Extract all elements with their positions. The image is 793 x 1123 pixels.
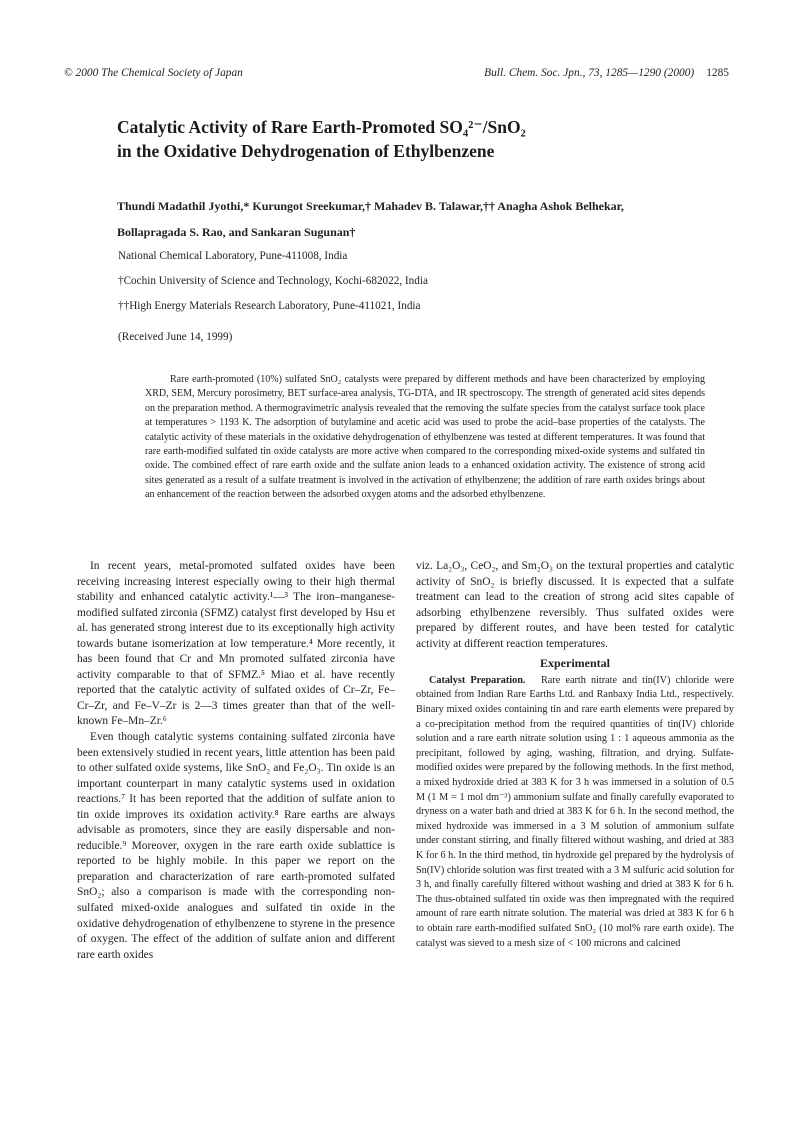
left-column [77,559,395,963]
authors-line-1: Thundi Madathil Jyothi,* Kurungot Sreekumar,† Mahadev B. Talawar,†† Anagha Ashok Belhekar, [117,199,624,213]
intro-paragraph-3: viz. La₂O₃, CeO₂, and Sm₂O₃ on the textural properties and catalytic activity of SnO₂ is briefly discussed. It is expected that a sulfate treatment can lead to the creation of strong acid sites capable of adsorbing ethylbenzene reversibly. Thus sulfated oxides were prepared by different routes, and have been tested for catalytic activity at different reaction temperatures. [416,560,734,650]
intro-paragraph-1: In recent years, metal-promoted sulfated oxides have been receiving increasing interest especially owing to their high thermal stability and enhanced catalytic activity.¹—³ The iron–manganese-modified sulfated zirconia (SFMZ) catalyst first developed by Hsu et al. has generated strong interest due to its exceptionally high activity towards butane isomerization at low temperature.⁴ More recently, it has been found that Cr and Mn promoted sulfated zirconia have activity comparable to that of SFMZ.⁵ Miao et al. have recently reported that the catalytic activity of sulfated oxides of Cr–Zr, Fe–Cr–Zr, and Fe–V–Zr is 2—3 times greater than that of the well-known Fe–Mn–Zr.⁶ [77,560,395,728]
abstract [145,373,705,503]
page-number: 1285 [706,67,729,79]
catalyst-preparation-text: Rare earth nitrate and tin(IV) chloride were obtained from Indian Rare Earths Ltd. and Ranbaxy India Ltd., respectively. Binary mixed oxides containing tin and rare earth elements were prepared by a co-precipitation method from the required quantities of tin(IV) chloride solution and a rare earth nitrate solution using 1 : 1 aqueous ammonia as the precipitant, followed by aging, washing, filtration, and drying. Sulfate-modified oxides were prepared by the following methods. In the first method, a mixed hydroxide dried at 383 K for 3 h was immersed in a solution of 0.5 M (1 M = 1 mol dm⁻³) ammonium sulfate and finally carefully evaporated to dryness on a water bath and dried at 383 K for 6 h. In the second method, the mixed hydroxide was immersed in a 3 M solution of ammonium sulfate under constant stirring, and finally filtered without washing, and dried at 383 K for 6 h. In the third method, tin hydroxide gel prepared by the hydrolysis of Sn(IV) chloride solution was first treated with a 3 M sulfuric acid solution for 3 h, and finally carefully filtered without washing and dried at 383 K for 6 h. The thus-obtained sulfated tin oxide was then impregnated with the required amount of rare earth nitrate solution. The material was dried at 383 K for 6 h to obtain rare earth-modified sulfated SnO₂ (10 mol% rare earth oxide). The catalyst was sieved to a mesh size of < 100 microns and calcined [416,674,734,949]
title-line-2: in the Oxidative Dehydrogenation of Ethylbenzene [117,141,495,161]
received-date: (Received June 14, 1999) [118,331,233,343]
article-title [117,115,737,163]
journal-citation [484,67,729,79]
subsection-heading-catalyst-preparation: Catalyst Preparation. [429,674,526,686]
section-heading-experimental: Experimental [540,656,610,671]
abstract-text: Rare earth-promoted (10%) sulfated SnO₂ catalysts were prepared by different methods and have been characterized by employing XRD, SEM, Mercury porosimetry, BET surface-area analysis, TG-DTA, and IR spectroscopy. The strength of generated acid sites depends on the preparation method. A thermogravimetric analysis revealed that the removing the sulfate species from the catalyst surface took place at temperatures > 1193 K. The adsorption of butylamine and acetic acid was used to probe the acid–base properties of the catalysts. The catalytic activity of these materials in the oxidative dehydrogenation of ethylbenzene was tested at different temperatures. It was found that rare earth-modified sulfated tin oxide catalysts are more active when compared to the corresponding mixed-oxide systems and sulfated tin oxide. The combined effect of rare earth oxide and the sulfate anion leads to a enhanced oxidation activity. The existence of strong acid sites generated as a result of a sulfate treatment is involved in the activation of ethylbenzene; the addition of rare earth oxides brings about an enhancement of the reaction between the adsorbed oxygen atoms and the adsorbed ethylbenzene. [145,374,705,501]
affiliation-2: †Cochin University of Science and Technology, Kochi-682022, India [118,275,428,287]
affiliation-1: National Chemical Laboratory, Pune-411008, India [118,250,348,262]
journal-copyright: © 2000 The Chemical Society of Japan [64,67,243,79]
citation-text: Bull. Chem. Soc. Jpn., 73, 1285—1290 (2000) [484,67,695,79]
author-list [117,193,737,245]
authors-line-2: Bollapragada S. Rao, and Sankaran Sugunan† [117,225,356,239]
affiliation-3: ††High Energy Materials Research Laboratory, Pune-411021, India [118,300,421,312]
catalyst-preparation-paragraph [416,674,734,951]
right-column [416,559,734,951]
intro-paragraph-2: Even though catalytic systems containing sulfated zirconia have been extensively studied in recent years, little attention has been paid to other sulfated oxide systems, like SnO₂ and Fe₂O₃. Tin oxide is an important counterpart in many catalytic systems used in oxidation reactions.⁷ It has been reported that the addition of sulfate anion to tin oxide improves its oxidation activity.⁸ Rare earths are always advisable as promoters, since they are easily dispersable and non-reducible.⁹ Moreover, oxygen in the rare earth oxide sublattice is reported to be highly mobile. In this paper we report on the preparation and characterization of rare earth-promoted sulfated SnO₂; also a comparison is made with the corresponding non-sulfated mixed-oxide analogues and sulfated tin oxide in the oxidative dehydrogenation of ethylbenzene to styrene in the presence of oxygen. The effect of the addition of sulfate anion and different rare earth oxides [77,731,395,961]
title-line-1: Catalytic Activity of Rare Earth-Promoted SO₄²⁻/SnO₂ [117,117,526,137]
